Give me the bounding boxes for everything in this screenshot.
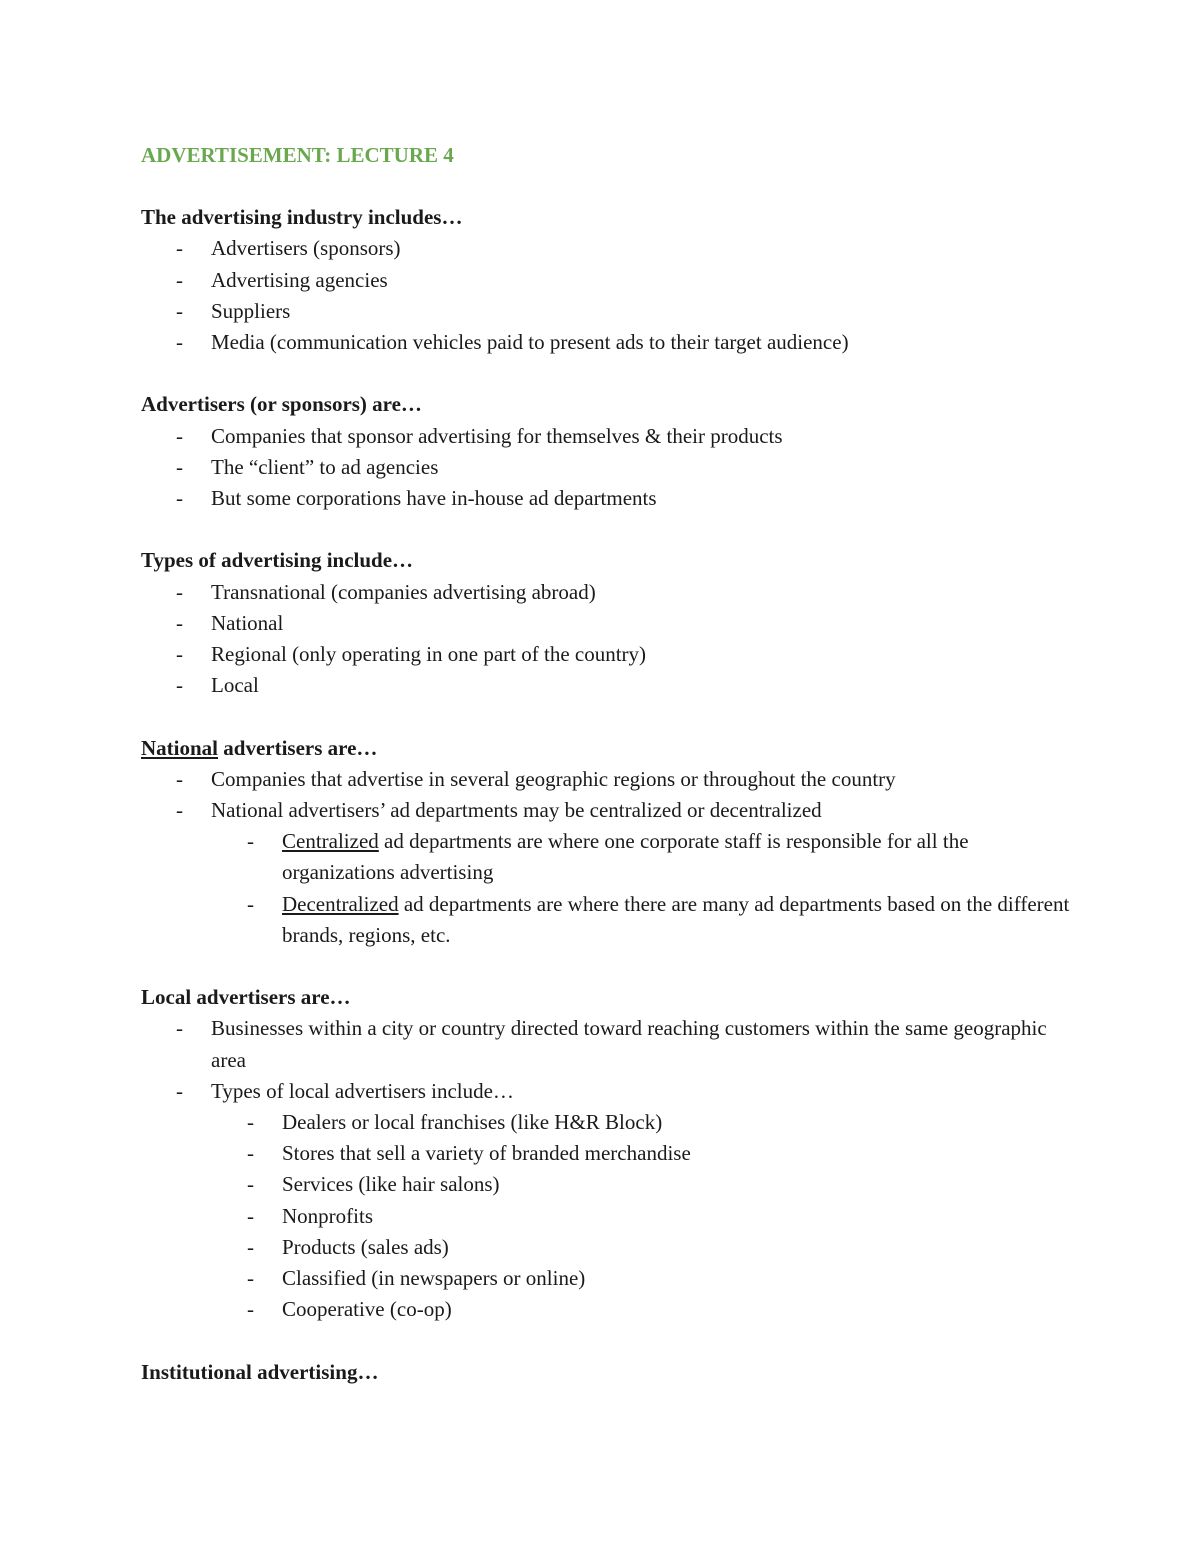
list-item: [141, 670, 1071, 701]
sub-list-item: [141, 1232, 1071, 1263]
sub-list-item: [141, 1169, 1071, 1200]
bullet-dash: -: [176, 236, 183, 261]
heading-underlined-term: National: [141, 735, 219, 760]
bullet-dash: -: [247, 1297, 254, 1322]
spacer: [141, 1325, 1071, 1356]
bullet-dash: -: [176, 330, 183, 354]
lecture-notes: [141, 140, 1071, 1388]
sub-list-item-text: Cooperative (co-op): [282, 1297, 452, 1322]
sub-list-item: [141, 889, 1071, 951]
list-item-text: National: [211, 610, 284, 635]
list-item-text: Advertising agencies: [211, 267, 388, 292]
list-item: [141, 452, 1071, 483]
bullet-dash: -: [176, 798, 183, 822]
list-item: [141, 639, 1071, 670]
spacer: [141, 358, 1071, 389]
list-item: [141, 608, 1071, 639]
list-item-text: Types of local advertisers include…: [211, 1078, 514, 1103]
bullet-dash: -: [247, 891, 254, 916]
spacer: [141, 171, 1071, 202]
list-item-text: Companies that advertise in several geographic regions or throughout the country: [211, 766, 896, 791]
list-item: [141, 577, 1071, 608]
bullet-dash: -: [247, 1172, 254, 1197]
bullet-dash: -: [247, 1141, 254, 1166]
list-item-text: Media (communication vehicles paid to present ads to their target audience): [211, 330, 849, 354]
bullet-dash: -: [176, 423, 183, 448]
sub-list-item-text: ad departments are where one corporate staff is responsible for all the organizations advertising: [282, 829, 969, 885]
section-heading-types: Types of advertising include…: [141, 548, 414, 573]
sub-list-item: [141, 1294, 1071, 1325]
list-item: [141, 265, 1071, 296]
sub-list-item-text: ad departments are where there are many ad departments based on the different brands, regions, etc.: [282, 891, 1070, 947]
sub-list-item-text: Dealers or local franchises (like H&R Block): [282, 1110, 663, 1135]
list-item-text: Businesses within a city or country directed toward reaching customers within the same geographic area: [211, 1016, 1047, 1072]
list-item: [141, 1013, 1071, 1075]
spacer: [141, 514, 1071, 545]
bullet-dash: -: [176, 267, 183, 292]
list-item-text: Regional (only operating in one part of the country): [211, 642, 647, 666]
industry-list: [141, 233, 1071, 358]
list-item: [141, 795, 1071, 826]
spacer: [141, 701, 1071, 732]
list-item-text: Transnational (companies advertising abroad): [211, 579, 596, 604]
list-item: [141, 421, 1071, 452]
sub-list-item: [141, 1201, 1071, 1232]
sub-list-item: [141, 1107, 1071, 1138]
bullet-dash: -: [247, 1266, 254, 1291]
section-heading-local: Local advertisers are…: [141, 985, 351, 1010]
bullet-dash: -: [176, 766, 183, 791]
sub-list-item: [141, 1263, 1071, 1294]
bullet-dash: -: [176, 486, 183, 510]
list-item: [141, 764, 1071, 795]
spacer: [141, 951, 1071, 982]
national-list: [141, 764, 1071, 951]
underlined-term: Decentralized: [282, 891, 399, 916]
section-heading-advertisers: Advertisers (or sponsors) are…: [141, 392, 422, 417]
sub-list-item: [141, 1138, 1071, 1169]
bullet-dash: -: [176, 1016, 183, 1041]
list-item-text: But some corporations have in-house ad departments: [211, 486, 657, 510]
bullet-dash: -: [176, 673, 183, 698]
bullet-dash: -: [247, 1234, 254, 1259]
underlined-term: Centralized: [282, 829, 379, 854]
sub-list-item: [141, 826, 1071, 888]
local-list: [141, 1013, 1071, 1325]
section-heading-national: [141, 733, 1071, 764]
list-item-text: Companies that sponsor advertising for themselves & their products: [211, 423, 783, 448]
advertisers-list: [141, 421, 1071, 515]
list-item: [141, 327, 1071, 358]
bullet-dash: -: [247, 1203, 254, 1228]
bullet-dash: -: [176, 298, 183, 323]
sub-list-item-text: Products (sales ads): [282, 1234, 449, 1259]
bullet-dash: -: [176, 454, 183, 479]
bullet-dash: -: [176, 642, 183, 666]
list-item: [141, 1076, 1071, 1107]
section-heading-industry: The advertising industry includes…: [141, 205, 463, 230]
list-item-text: Suppliers: [211, 298, 291, 323]
section-heading-institutional: Institutional advertising…: [141, 1359, 379, 1384]
sub-list-item-text: Classified (in newspapers or online): [282, 1266, 586, 1291]
bullet-dash: -: [176, 579, 183, 604]
types-list: [141, 577, 1071, 702]
list-item: [141, 233, 1071, 264]
list-item-text: Advertisers (sponsors): [211, 236, 401, 261]
bullet-dash: -: [247, 829, 254, 854]
list-item-text: Local: [211, 673, 259, 698]
bullet-dash: -: [176, 610, 183, 635]
document-title: ADVERTISEMENT: LECTURE 4: [141, 143, 454, 167]
sub-list-item-text: Stores that sell a variety of branded merchandise: [282, 1141, 691, 1166]
bullet-dash: -: [176, 1078, 183, 1103]
bullet-dash: -: [247, 1110, 254, 1135]
list-item-text: The “client” to ad agencies: [211, 454, 439, 479]
sub-list-item-text: Nonprofits: [282, 1203, 373, 1228]
heading-rest: advertisers are…: [218, 735, 378, 760]
list-item: [141, 296, 1071, 327]
list-item-text: National advertisers’ ad departments may be centralized or decentralized: [211, 798, 822, 822]
sub-list-item-text: Services (like hair salons): [282, 1172, 500, 1197]
list-item: [141, 483, 1071, 514]
